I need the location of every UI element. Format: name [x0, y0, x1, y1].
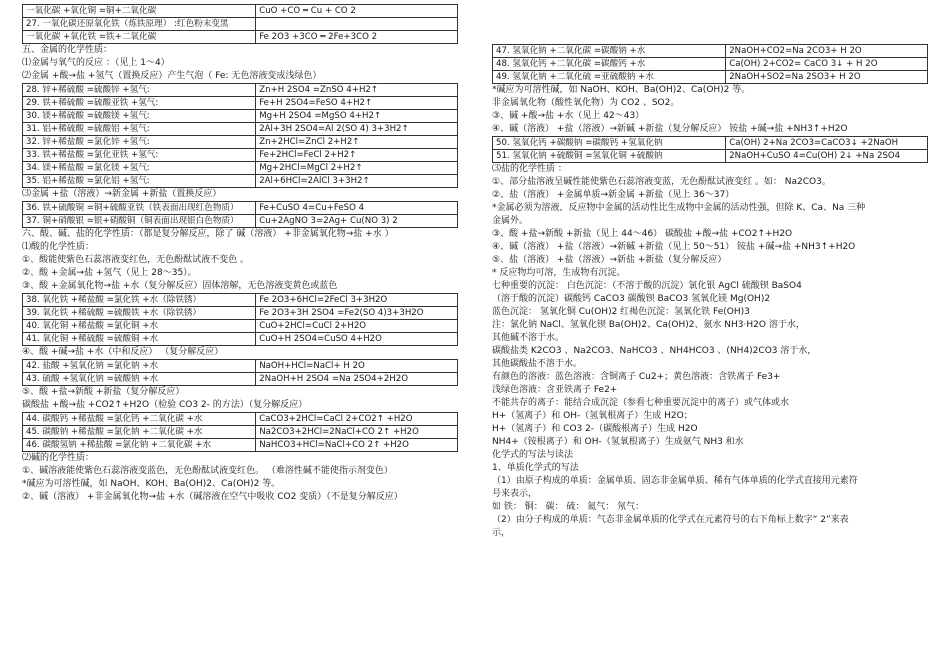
chemical-equation: Fe+H 2SO4=FeSO 4+H2↑	[256, 97, 458, 110]
chemical-equation: Fe 2O3+6HCl=2FeCl 3+3H2O	[256, 294, 458, 307]
table-row	[23, 320, 458, 333]
text-block	[492, 163, 928, 540]
table-row	[23, 149, 458, 162]
text-line: ④、碱（溶液） +盐（溶液）→新碱 +新盐（见上 50～51） 铵盐 +碱→盐 +NH3↑+H2O	[492, 242, 856, 252]
chemical-equation: Zn+H 2SO4 =ZnSO 4+H2↑	[256, 84, 458, 97]
text-line: 七种重要的沉淀： 白色沉淀：（不溶于酸的沉淀）氯化银 AgCl 硫酸钡 BaSO4	[492, 281, 802, 291]
reaction-name: 44. 碳酸钙 +稀盐酸 =氯化钙 +二氧化碳 +水	[23, 413, 256, 426]
text-line: 碳酸盐类 K2CO3 、Na2CO3、NaHCO3 、NH4HCO3 、(NH4)2CO3 溶于水，	[492, 346, 817, 356]
reaction-table	[22, 293, 458, 346]
reaction-table	[22, 359, 458, 386]
reaction-name: 50. 氢氧化钙 +碳酸钠 =碳酸钙 +氢氧化钠	[493, 137, 726, 150]
table-row	[493, 45, 928, 58]
table-row	[23, 294, 458, 307]
text-block	[22, 44, 458, 83]
reaction-table	[22, 201, 458, 228]
text-block	[22, 452, 458, 504]
equation-table	[22, 201, 458, 228]
reaction-table	[22, 4, 458, 44]
text-line: 号来表示，	[492, 489, 538, 499]
table-row	[23, 307, 458, 320]
chemical-equation: NaOH+HCl=NaCl+ H 2O	[256, 360, 458, 373]
reaction-table	[492, 136, 928, 163]
text-line: 六、酸、碱、盐的化学性质：（都是复分解反应，除了 碱（溶液） +非金属氧化物→盐 +水 ）	[22, 229, 394, 239]
text-line: ②、碱（溶液） +非金属氧化物→盐 +水（碱溶液在空气中吸收 CO2 变质）（不是复分解反应）	[22, 492, 403, 502]
reaction-name: 45. 碳酸钠 +稀盐酸 =氯化钠 +二氧化碳 +水	[23, 426, 256, 439]
text-line: 有颜色的溶液：蓝色溶液：含铜离子 Cu2+；黄色溶液：含铁离子 Fe3+	[492, 372, 781, 382]
reaction-name: 28. 锌+稀硫酸 =硫酸锌 +氢气:	[23, 84, 256, 97]
reaction-name: 51. 氢氧化钠 +硫酸铜 =氢氧化铜 +硫酸钠	[493, 150, 726, 163]
reaction-name: 40. 氧化铜 +稀盐酸 =氯化铜 +水	[23, 320, 256, 333]
equation-table	[22, 359, 458, 386]
text-line: ⑶金属 +盐（溶液）→新金属 +新盐（置换反应）	[22, 189, 222, 199]
table-row	[23, 84, 458, 97]
text-line: 如 铁： 铜： 碳： 硫： 氦气： 氖气：	[492, 502, 645, 512]
text-line: ①、部分盐溶液呈碱性能使紫色石蕊溶液变蓝，无色酚酞试液变红 。如： Na2CO3。	[492, 177, 831, 187]
text-line: *碱应为可溶性碱，如 NaOH、KOH、Ba(OH)2、Ca(OH)2 等。	[492, 85, 751, 95]
reaction-name: 32. 锌+稀盐酸 =氯化锌 +氢气:	[23, 136, 256, 149]
table-row	[23, 162, 458, 175]
equation-table	[22, 83, 458, 188]
table-row	[23, 31, 458, 44]
table-row	[23, 413, 458, 426]
table-row	[23, 18, 458, 31]
chemical-equation: 2NaOH+H 2SO4 =Na 2SO4+2H2O	[256, 373, 458, 386]
reaction-name: 41. 氧化铜 +稀硫酸 =硫酸铜 +水	[23, 333, 256, 346]
reaction-name: 36. 铁+硫酸铜 =铜+硫酸亚铁（铁表面出现红色物质）	[23, 202, 256, 215]
table-row	[23, 97, 458, 110]
text-line: *碱应为可溶性碱，如 NaOH、KOH、Ba(OH)2、Ca(OH)2 等。	[22, 479, 281, 489]
text-line: 五、金属的化学性质：	[22, 45, 113, 55]
text-line: ③、酸 +金属氧化物→盐 +水（复分解反应）固体溶解，无色溶液变黄色或蓝色	[22, 281, 338, 291]
text-line: （溶于酸的沉淀）碳酸钙 CaCO3 碳酸钡 BaCO3 氢氧化镁 Mg(OH)2	[492, 294, 771, 304]
equation-table	[492, 44, 928, 84]
table-row	[23, 333, 458, 346]
text-line: 其他碱不溶于水。	[492, 333, 565, 343]
chemical-equation: Ca(OH) 2+Na 2CO3=CaCO3↓ +2NaOH	[726, 137, 928, 150]
table-row	[23, 426, 458, 439]
text-line: 不能共存的离子：能结合成沉淀（参看七种重要沉淀中的离子）或气体或水	[492, 398, 790, 408]
text-line: 其他碳酸盐不溶于水。	[492, 359, 583, 369]
reaction-name: 34. 镁+稀盐酸 =氯化镁 +氢气:	[23, 162, 256, 175]
reaction-name: 43. 硫酸 +氢氧化钠 =硫酸钠 +水	[23, 373, 256, 386]
table-row	[23, 110, 458, 123]
equation-table	[22, 293, 458, 346]
equation-table	[492, 136, 928, 163]
chemical-equation: Ca(OH) 2+CO2= CaCO 3↓ + H 2O	[726, 58, 928, 71]
chemical-equation: Mg+H 2SO4 =MgSO 4+H2↑	[256, 110, 458, 123]
table-row	[23, 123, 458, 136]
chemical-equation: Fe+CuSO 4=Cu+FeSO 4	[256, 202, 458, 215]
reaction-name: 46. 碳酸氢钠 +稀盐酸 =氯化钠 +二氧化碳 +水	[23, 439, 256, 452]
text-block	[22, 346, 458, 359]
text-line: ②、盐（溶液） +金属单质→新金属 +新盐（见上 36～37）	[492, 190, 735, 200]
text-line: ①、碱溶液能使紫色石蕊溶液变蓝色，无色酚酞试液变红色。 （难溶性碱不能使指示剂变色）	[22, 466, 393, 476]
text-line: H+（氢离子）和 CO3 2-（碳酸根离子）生成 H2O	[492, 424, 698, 434]
chemical-equation: CuO+H 2SO4=CuSO 4+H2O	[256, 333, 458, 346]
left-column	[22, 0, 458, 504]
text-line: 示，	[492, 528, 511, 538]
text-line: 蓝色沉淀： 氢氧化铜 Cu(OH)2 红褐色沉淀：氢氧化铁 Fe(OH)3	[492, 307, 750, 317]
text-line: ⑶盐的化学性质 ：	[492, 164, 567, 174]
text-line: ⑵碱的化学性质：	[22, 453, 95, 463]
reaction-name: 一氧化碳 +氧化铜 =铜+二氧化碳	[23, 5, 256, 18]
text-line: 碳酸盐 +酸→盐 +CO2↑+H2O（检验 CO3 2- 的方法）（复分解反应）	[22, 400, 308, 410]
text-line: *金属必须为溶液，反应物中金属的活动性比生成物中金属的活动性强，但除 K、Ca、Na 三种	[492, 203, 866, 213]
reaction-name: 31. 铝+稀硫酸 =硫酸铝 +氢气:	[23, 123, 256, 136]
reaction-name: 39. 氧化铁 +稀硫酸 =硫酸铁 +水（除铁锈）	[23, 307, 256, 320]
reaction-table	[22, 83, 458, 188]
text-block	[22, 386, 458, 412]
chemical-equation: NaHCO3+HCl=NaCl+CO 2↑ +H2O	[256, 439, 458, 452]
text-block	[22, 188, 458, 201]
text-line: （1）由原子构成的单质：金属单质、固态非金属单质、稀有气体单质的化学式直接用元素符	[492, 476, 858, 486]
equation-table	[22, 412, 458, 452]
reaction-name: 37. 铜+硝酸银 =银+硝酸铜（铜表面出现银白色物质）	[23, 215, 256, 228]
table-row	[493, 150, 928, 163]
text-line: 浅绿色溶液：含亚铁离子 Fe2+	[492, 385, 618, 395]
text-line: ④、碱（溶液） +盐（溶液）→新碱 +新盐（复分解反应） 铵盐 +碱→盐 +NH3↑+H2O	[492, 124, 848, 134]
text-line: （2）由分子构成的单质：气态非金属单质的化学式在元素符号的右下角标上数字“ 2”来表	[492, 515, 849, 525]
chemical-equation: CaCO3+2HCl=CaCl 2+CO2↑ +H2O	[256, 413, 458, 426]
reaction-name: 49. 氢氧化钠 +二氧化硫 =亚硫酸钠 +水	[493, 71, 726, 84]
text-line: ③、酸 +盐→新酸 +新盐（见上 44～46） 碳酸盐 +酸→盐 +CO2↑+H2O	[492, 229, 793, 239]
chemical-equation: Fe 2O3 +3CO ═ 2Fe+3CO 2	[256, 31, 458, 44]
text-line: ④、酸 +碱→盐 +水（中和反应） （复分解反应）	[22, 347, 224, 357]
chemical-equation: 2NaOH+SO2=Na 2SO3+ H 2O	[726, 71, 928, 84]
reaction-table	[492, 44, 928, 84]
reaction-table	[22, 412, 458, 452]
chemical-equation: Cu+2AgNO 3=2Ag+ Cu(NO 3) 2	[256, 215, 458, 228]
right-column	[492, 0, 928, 540]
reaction-name: 29. 铁+稀硫酸 =硫酸亚铁 +氢气:	[23, 97, 256, 110]
reaction-name: 一氧化碳 +氧化铁 =铁+二氧化碳	[23, 31, 256, 44]
text-line: 注：氯化钠 NaCl、氢氧化钡 Ba(OH)2、Ca(OH)2、氨水 NH3·H2O 溶于水，	[492, 320, 805, 330]
text-line: H+（氢离子）和 OH-（氢氧根离子）生成 H2O；	[492, 411, 693, 421]
text-block	[492, 84, 928, 136]
reaction-name: 33. 铁+稀盐酸 =氯化亚铁 +氢气:	[23, 149, 256, 162]
table-row	[23, 175, 458, 188]
text-line: ⑤、酸 +盐→新酸 +新盐（复分解反应）	[22, 387, 185, 397]
text-block	[22, 228, 458, 293]
reaction-name: 42. 盐酸 +氢氧化钠 =氯化钠 +水	[23, 360, 256, 373]
chemical-equation: Na2CO3+2HCl=2NaCl+CO 2↑ +H2O	[256, 426, 458, 439]
table-row	[23, 215, 458, 228]
reaction-name: 38. 氧化铁 +稀盐酸 =氯化铁 +水（除铁锈）	[23, 294, 256, 307]
table-row	[23, 202, 458, 215]
reaction-name: 48. 氢氧化钙 +二氧化碳 =碳酸钙 +水	[493, 58, 726, 71]
chemical-equation: 2Al+3H 2SO4=Al 2(SO 4) 3+3H2↑	[256, 123, 458, 136]
chemical-equation: CuO+2HCl=CuCl 2+H2O	[256, 320, 458, 333]
table-row	[23, 5, 458, 18]
text-line: ①、酸能使紫色石蕊溶液变红色，无色酚酞试液不变色 。	[22, 255, 249, 265]
chemical-equation: Zn+2HCl=ZnCl 2+H2↑	[256, 136, 458, 149]
text-line: 化学式的写法与读法	[492, 450, 574, 460]
text-line: ③、碱 +酸→盐 +水（见上 42～43）	[492, 111, 645, 121]
text-line: * 反应物均可溶，生成物有沉淀。	[492, 268, 626, 278]
chemical-equation	[256, 18, 458, 31]
reaction-name: 27. 一氧化碳还原氧化铁（炼铁原理） :红色粉末变黑	[23, 18, 256, 31]
table-row	[493, 58, 928, 71]
chemical-equation: Mg+2HCl=MgCl 2+H2↑	[256, 162, 458, 175]
table-row	[23, 373, 458, 386]
text-line: ②、酸 +金属→盐 +氢气（见上 28～35）。	[22, 268, 197, 278]
text-line: NH4+（铵根离子）和 OH-（氢氧根离子）生成氨气 NH3 和水	[492, 437, 744, 447]
table-row	[493, 137, 928, 150]
chemical-equation: 2NaOH+CO2=Na 2CO3+ H 2O	[726, 45, 928, 58]
reaction-name: 47. 氢氧化钠 +二氧化碳 =碳酸钠 +水	[493, 45, 726, 58]
chemical-equation: Fe+2HCl=FeCl 2+H2↑	[256, 149, 458, 162]
reaction-name: 30. 镁+稀硫酸 =硫酸镁 +氢气:	[23, 110, 256, 123]
text-line: ⑵金属 +酸→盐 +氢气（置换反应）产生气泡（ Fe: 无色溶液变成浅绿色）	[22, 71, 322, 81]
chemical-equation: CuO +CO ═ Cu + CO 2	[256, 5, 458, 18]
text-line: 金属外。	[492, 216, 529, 226]
table-row	[23, 136, 458, 149]
table-row	[493, 71, 928, 84]
text-line: ⑴酸的化学性质：	[22, 242, 95, 252]
text-line: ⑴金属与氧气的反应 ：（见上 1～4）	[22, 58, 170, 68]
text-line: 1、单质化学式的写法	[492, 463, 579, 473]
equation-table	[22, 4, 458, 44]
table-row	[23, 439, 458, 452]
table-row	[23, 360, 458, 373]
chemical-equation: 2Al+6HCl=2AlCl 3+3H2↑	[256, 175, 458, 188]
chemical-equation: Fe 2O3+3H 2SO4 =Fe2(SO 4)3+3H2O	[256, 307, 458, 320]
text-line: 非金属氧化物（酸性氧化物）为 CO2 、SO2。	[492, 98, 680, 108]
reaction-name: 35. 铝+稀盐酸 =氯化铝 +氢气:	[23, 175, 256, 188]
text-line: ⑤、盐（溶液） +盐（溶液）→新盐 +新盐（复分解反应）	[492, 255, 727, 265]
chemical-equation: 2NaOH+CuSO 4=Cu(OH) 2↓ +Na 2SO4	[726, 150, 928, 163]
